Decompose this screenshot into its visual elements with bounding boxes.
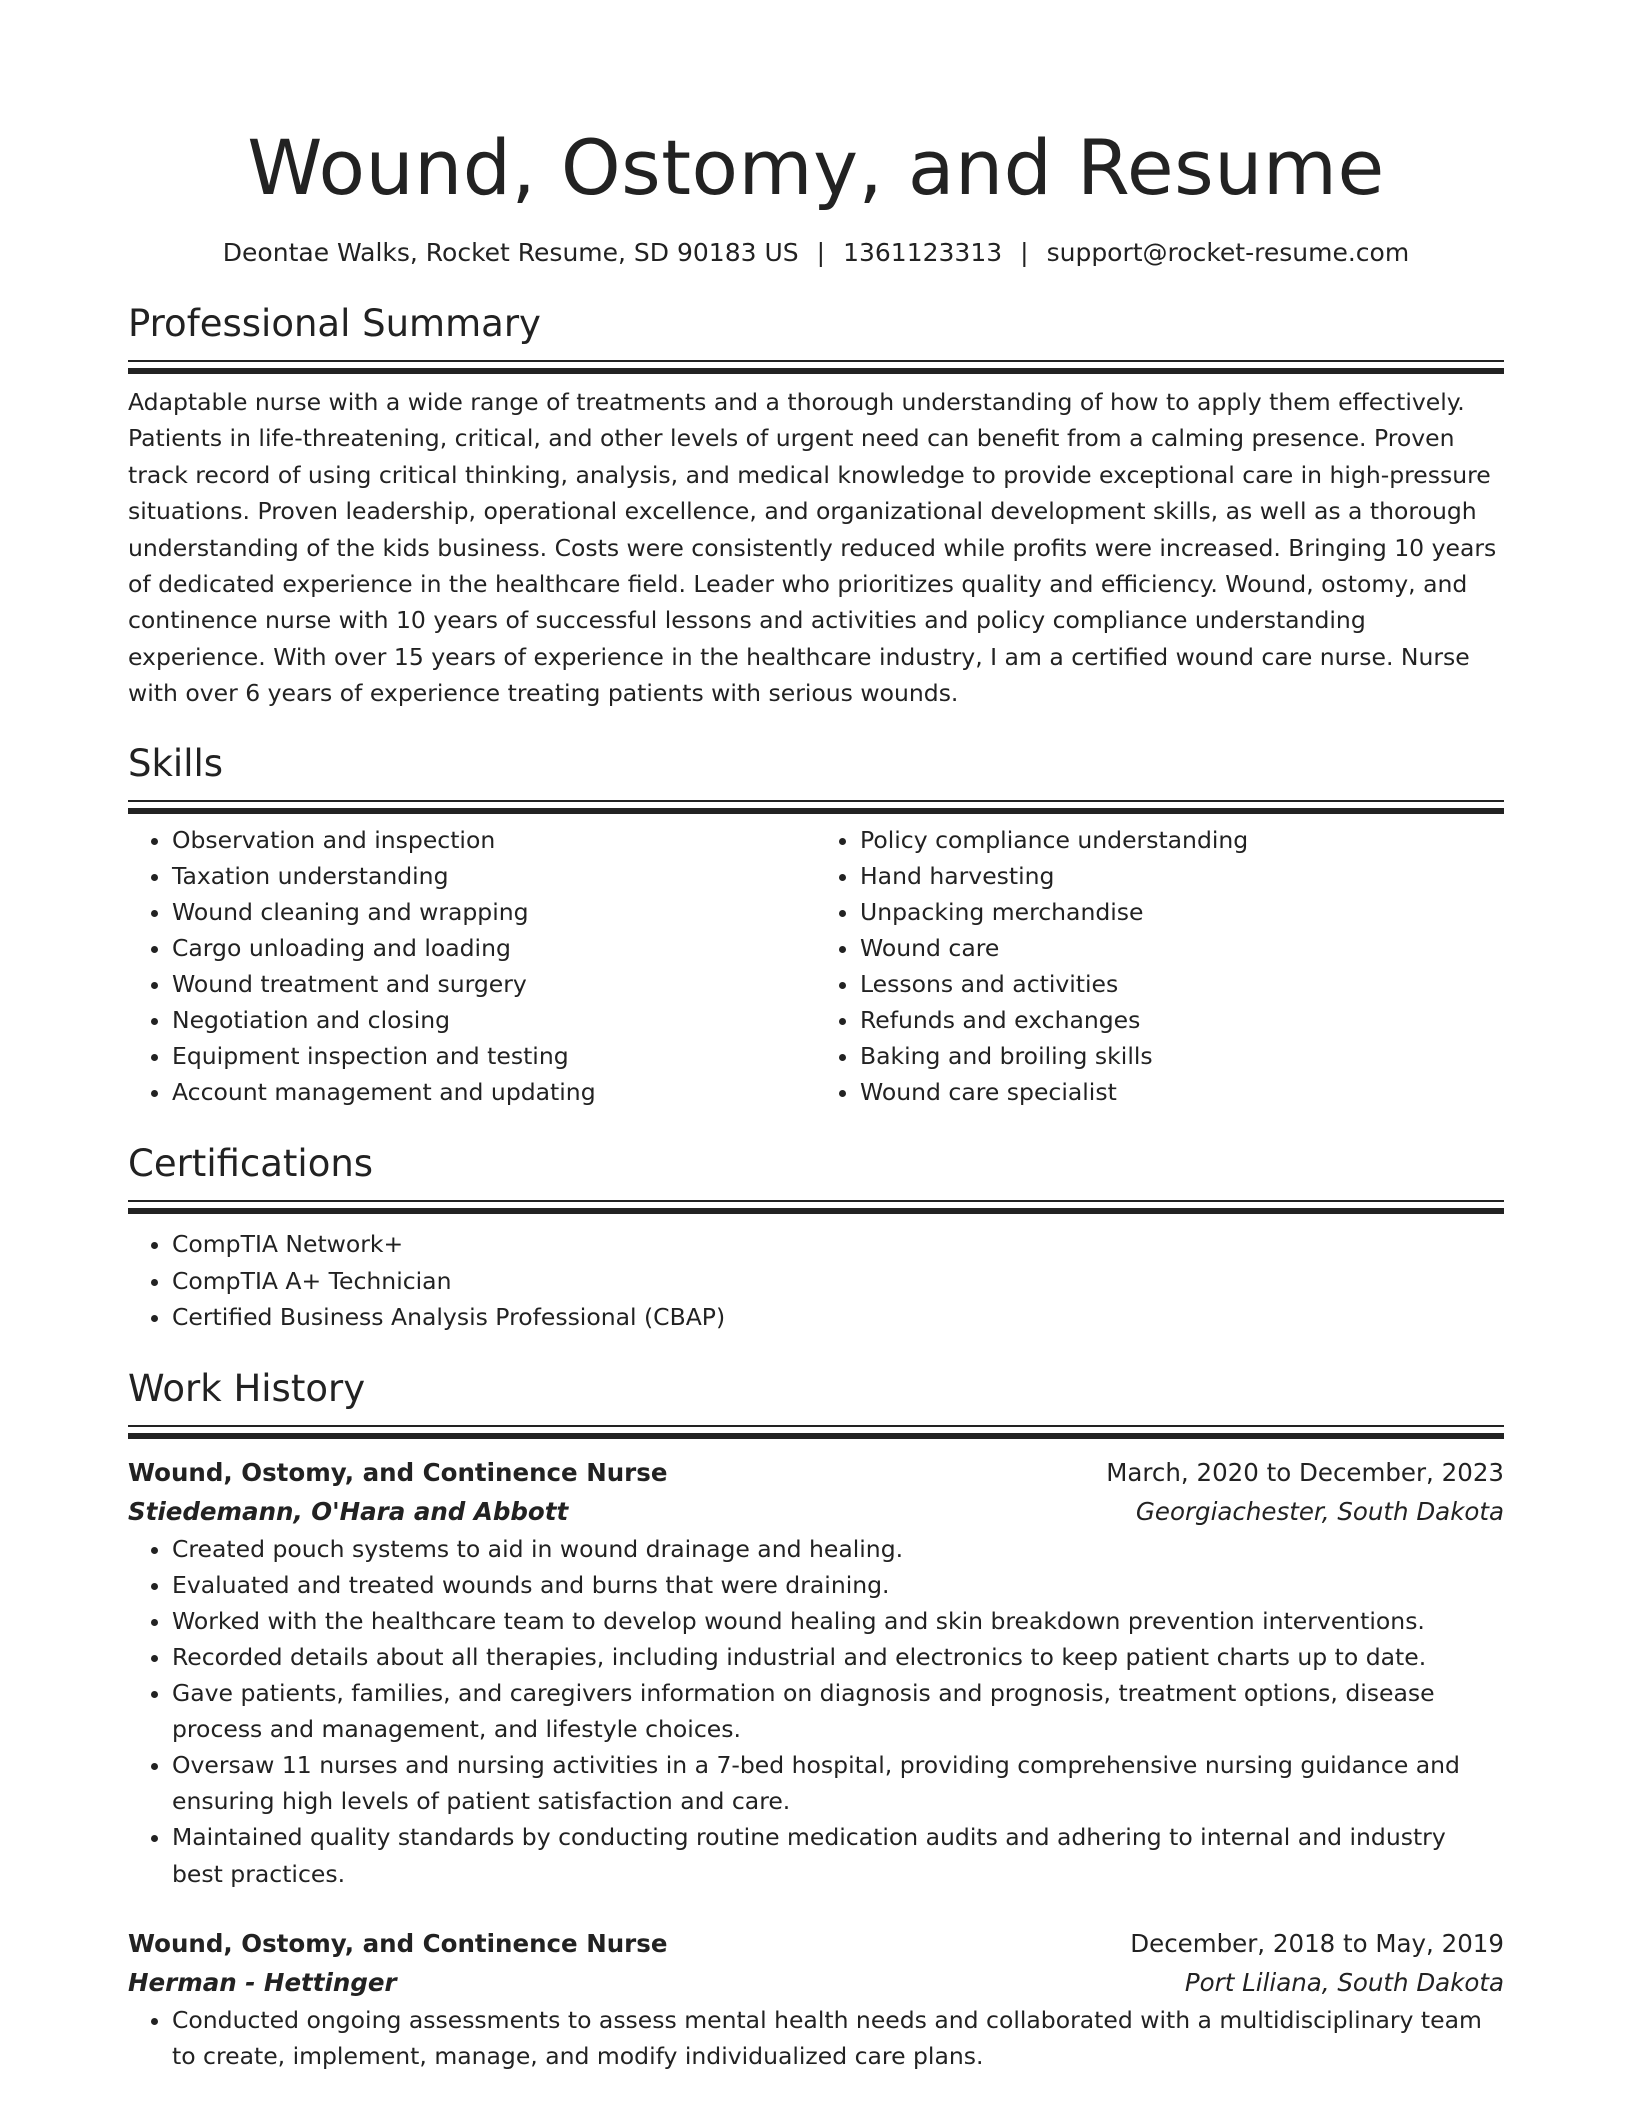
job-bullet: • Gave patients, families, and caregivers information on diagnosis and prognosis, treatment options, disease process and management, and lifestyle choices.: [172, 1675, 1504, 1747]
work-history-heading: Work History: [128, 1366, 366, 1410]
work-history-section: [128, 1363, 1504, 2074]
skills-columns: [128, 822, 1504, 1111]
contact-address: Deontae Walks, Rocket Resume, SD 90183 US: [222, 238, 799, 267]
skill-item: • Baking and broiling skills: [860, 1038, 1504, 1074]
skill-item: • Wound cleaning and wrapping: [172, 894, 816, 930]
skill-item: • Policy compliance understanding: [860, 822, 1504, 858]
job-company: Stiedemann, O'Hara and Abbott: [128, 1496, 569, 1526]
job-bullet: • Maintained quality standards by conducting routine medication audits and adhering to internal and industry best practices.: [172, 1819, 1504, 1891]
contact-separator: |: [1020, 238, 1029, 267]
skill-item: • Wound treatment and surgery: [172, 966, 816, 1002]
section-divider: [128, 1425, 1504, 1439]
certifications-list: [128, 1226, 1504, 1334]
job-bullet: • Oversaw 11 nurses and nursing activities in a 7-bed hospital, providing comprehensive nursing guidance and ensuring high levels of patient satisfaction and care.: [172, 1747, 1504, 1819]
skills-left-list: [128, 822, 816, 1111]
skill-item: • Wound care: [860, 930, 1504, 966]
skill-item: • Wound care specialist: [860, 1074, 1504, 1110]
job-header: [128, 1924, 1504, 1963]
job-bullet: • Evaluated and treated wounds and burns that were draining.: [172, 1567, 1504, 1603]
skill-item: • Observation and inspection: [172, 822, 816, 858]
job-entry: [128, 1453, 1504, 1892]
certification-item: • Certified Business Analysis Professional (CBAP): [172, 1299, 1504, 1335]
job-bullets: [128, 1531, 1504, 1892]
skill-item: • Negotiation and closing: [172, 1002, 816, 1038]
summary-heading: Professional Summary: [128, 302, 541, 345]
job-location: Georgiachester, South Dakota: [1135, 1496, 1504, 1526]
skill-item: • Unpacking merchandise: [860, 894, 1504, 930]
contact-line: [128, 236, 1504, 270]
certifications-heading: Certifications: [128, 1142, 374, 1186]
job-bullets: [128, 2002, 1504, 2074]
job-entry: [128, 1924, 1504, 2074]
skills-right-list: [816, 822, 1504, 1111]
skills-section: [128, 738, 1504, 1111]
skill-item: • Equipment inspection and testing: [172, 1038, 816, 1074]
job-bullet: • Created pouch systems to aid in wound drainage and healing.: [172, 1531, 1504, 1567]
skill-item: • Refunds and exchanges: [860, 1002, 1504, 1038]
job-bullet: • Conducted ongoing assessments to assess mental health needs and collaborated with a multidisciplinary team to create, implement, manage, and modify individualized care plans.: [172, 2002, 1504, 2074]
job-title: Wound, Ostomy, and Continence Nurse: [128, 1928, 668, 1958]
summary-text: Adaptable nurse with a wide range of treatments and a thorough understanding of how to apply them effectively. Patients in life-threatening, critical, and other levels of urgent need can benefit from a calming presence. Proven track record of using critical thinking, analysis, and medical knowledge to provide exceptional care in high-pressure situations. Proven leadership, operational excellence, and organizational development skills, as well as a thorough understanding of the kids business. Costs were consistently reduced while profits were increased. Bringing 10 years of dedicated experience in the healthcare field. Leader who prioritizes quality and efficiency. Wound, ostomy, and continence nurse with 10 years of successful lessons and activities and policy compliance understanding experience. With over 15 years of experience in the healthcare industry, I am a certified wound care nurse. Nurse with over 6 years of experience treating patients with serious wounds.: [128, 388, 1497, 708]
skill-item: • Hand harvesting: [860, 858, 1504, 894]
job-bullet: • Recorded details about all therapies, including industrial and electronics to keep patient charts up to date.: [172, 1639, 1504, 1675]
skill-item: • Account management and updating: [172, 1074, 816, 1110]
contact-separator: |: [816, 238, 826, 267]
skill-item: • Lessons and activities: [860, 966, 1504, 1002]
job-title: Wound, Ostomy, and Continence Nurse: [128, 1457, 668, 1487]
job-location: Port Liliana, South Dakota: [1184, 1967, 1504, 1997]
section-divider: [128, 1200, 1504, 1214]
certifications-section: [128, 1138, 1504, 1334]
job-company: Herman - Hettinger: [128, 1967, 397, 1997]
skill-item: • Taxation understanding: [172, 858, 816, 894]
job-header: [128, 1453, 1504, 1492]
skills-heading: Skills: [128, 741, 224, 785]
skill-item: • Cargo unloading and loading: [172, 930, 816, 966]
section-divider: [128, 800, 1504, 814]
job-dates: March, 2020 to December, 2023: [1106, 1457, 1504, 1487]
resume-title: Wound, Ostomy, and Resume: [247, 123, 1385, 212]
job-dates: December, 2018 to May, 2019: [1130, 1928, 1504, 1958]
certification-item: • CompTIA Network+: [172, 1226, 1504, 1262]
job-subheader: [128, 1492, 1504, 1531]
job-subheader: [128, 1963, 1504, 2002]
contact-email: support@rocket-resume.com: [1046, 238, 1410, 267]
summary-section: [128, 298, 1504, 712]
job-bullet: • Worked with the healthcare team to develop wound healing and skin breakdown prevention interventions.: [172, 1603, 1504, 1639]
contact-phone: 1361123313: [843, 238, 1003, 267]
certification-item: • CompTIA A+ Technician: [172, 1263, 1504, 1299]
section-divider: [128, 360, 1504, 374]
